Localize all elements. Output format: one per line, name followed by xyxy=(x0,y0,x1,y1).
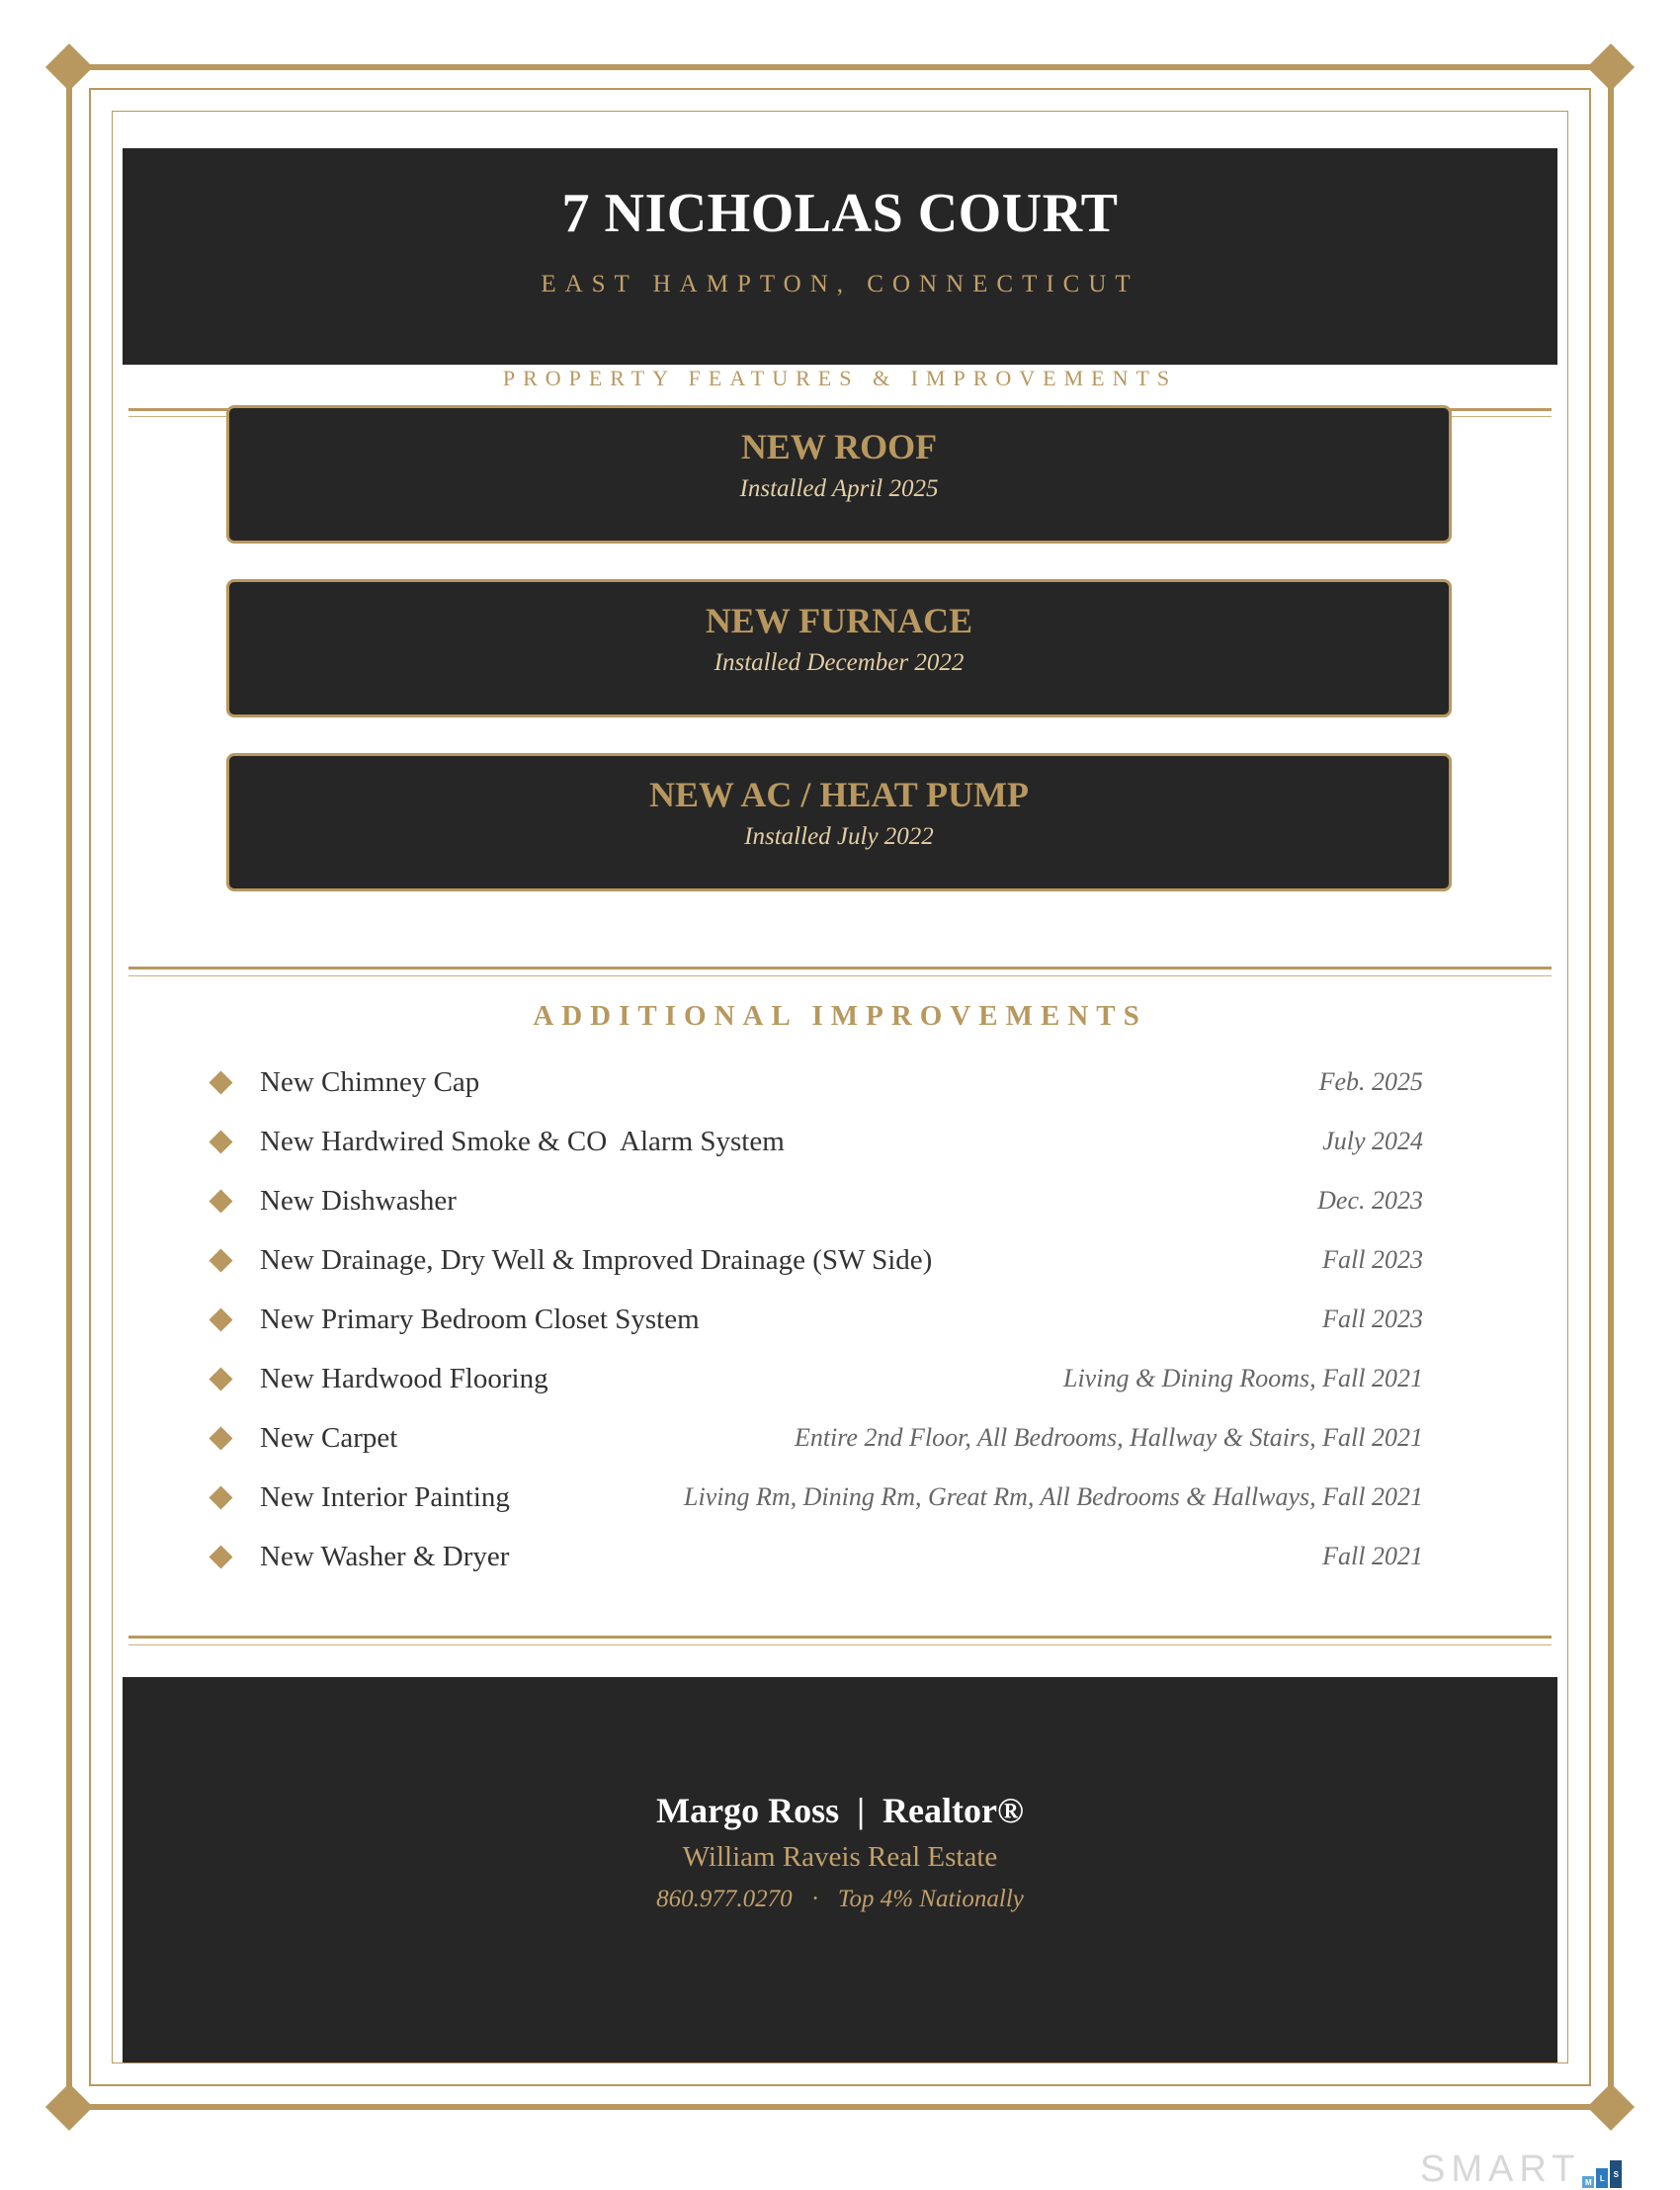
list-item xyxy=(208,1053,1423,1112)
divider xyxy=(128,975,1552,976)
item-date: Living & Dining Rooms, Fall 2021 xyxy=(1063,1364,1423,1392)
item-label: New Drainage, Dry Well & Improved Drainage (SW Side) xyxy=(260,1243,933,1276)
agent-contact xyxy=(123,1886,1557,1913)
diamond-bullet-icon xyxy=(209,1130,232,1153)
feature-title: NEW AC / HEAT PUMP xyxy=(648,775,1030,814)
feature-subtitle: Installed December 2022 xyxy=(714,648,965,676)
list-item xyxy=(208,1349,1423,1408)
list-item xyxy=(208,1527,1423,1586)
item-label: New Carpet xyxy=(260,1421,398,1454)
diamond-bullet-icon xyxy=(209,1307,232,1331)
item-date: Entire 2nd Floor, All Bedrooms, Hallway & Stairs, Fall 2021 xyxy=(794,1423,1423,1452)
item-date: July 2024 xyxy=(1322,1127,1423,1155)
diamond-bullet-icon xyxy=(209,1070,232,1094)
diamond-bullet-icon xyxy=(209,1367,232,1390)
divider xyxy=(128,1636,1552,1639)
item-label: New Primary Bedroom Closet System xyxy=(260,1303,700,1335)
item-label: New Dishwasher xyxy=(260,1184,457,1217)
divider xyxy=(128,967,1552,969)
separator-dot: · xyxy=(811,1886,818,1912)
list-item xyxy=(208,1408,1423,1468)
list-item xyxy=(208,1290,1423,1349)
item-date: Dec. 2023 xyxy=(1317,1186,1423,1215)
smart-logo-text: SMART xyxy=(1420,2148,1581,2190)
item-date: Living Rm, Dining Rm, Great Rm, All Bedrooms & Hallways, Fall 2021 xyxy=(684,1482,1423,1511)
diamond-bullet-icon xyxy=(209,1426,232,1450)
divider xyxy=(128,1644,1552,1645)
list-item xyxy=(208,1112,1423,1171)
diamond-bullet-icon xyxy=(209,1485,232,1509)
agent-brokerage: William Raveis Real Estate xyxy=(682,1841,998,1873)
item-date: Feb. 2025 xyxy=(1318,1067,1423,1096)
feature-card-roof xyxy=(226,405,1452,544)
mls-l-bar: L xyxy=(1596,2168,1608,2188)
list-item xyxy=(208,1230,1423,1290)
header-banner xyxy=(123,148,1557,365)
item-label: New Washer & Dryer xyxy=(260,1540,510,1572)
feature-title: NEW FURNACE xyxy=(705,601,973,640)
agent-tagline: Top 4% Nationally xyxy=(837,1886,1024,1912)
additional-improvements-list xyxy=(208,1053,1423,1586)
features-section-label: PROPERTY FEATURES & IMPROVEMENTS xyxy=(502,366,1178,390)
diamond-bullet-icon xyxy=(209,1545,232,1568)
agent-name: Margo Ross | Realtor® xyxy=(656,1791,1024,1830)
agent-phone: 860.977.0270 xyxy=(656,1886,793,1912)
smart-mls-logo xyxy=(1420,2150,1622,2188)
item-label: New Interior Painting xyxy=(260,1480,510,1513)
feature-card-furnace xyxy=(226,579,1452,717)
item-date: Fall 2021 xyxy=(1322,1542,1423,1570)
diamond-bullet-icon xyxy=(209,1248,232,1272)
feature-subtitle: Installed July 2022 xyxy=(744,822,934,850)
feature-title: NEW ROOF xyxy=(740,427,938,466)
list-item xyxy=(208,1468,1423,1527)
item-label: New Hardwired Smoke & CO Alarm System xyxy=(260,1125,785,1157)
mls-m-bar: M xyxy=(1582,2176,1594,2188)
item-date: Fall 2023 xyxy=(1322,1305,1423,1333)
item-label: New Hardwood Flooring xyxy=(260,1362,548,1394)
property-address: 7 NICHOLAS COURT xyxy=(561,183,1119,244)
agent-footer xyxy=(123,1677,1557,2063)
mls-s-bar: S xyxy=(1610,2160,1622,2188)
item-date: Fall 2023 xyxy=(1322,1245,1423,1274)
diamond-bullet-icon xyxy=(209,1189,232,1213)
list-item xyxy=(208,1171,1423,1230)
property-location: EAST HAMPTON, CONNECTICUT xyxy=(541,271,1139,297)
feature-card-ac-heat-pump xyxy=(226,753,1452,891)
additional-improvements-heading: ADDITIONAL IMPROVEMENTS xyxy=(533,1000,1147,1032)
item-label: New Chimney Cap xyxy=(260,1065,480,1098)
feature-subtitle: Installed April 2025 xyxy=(739,474,939,502)
